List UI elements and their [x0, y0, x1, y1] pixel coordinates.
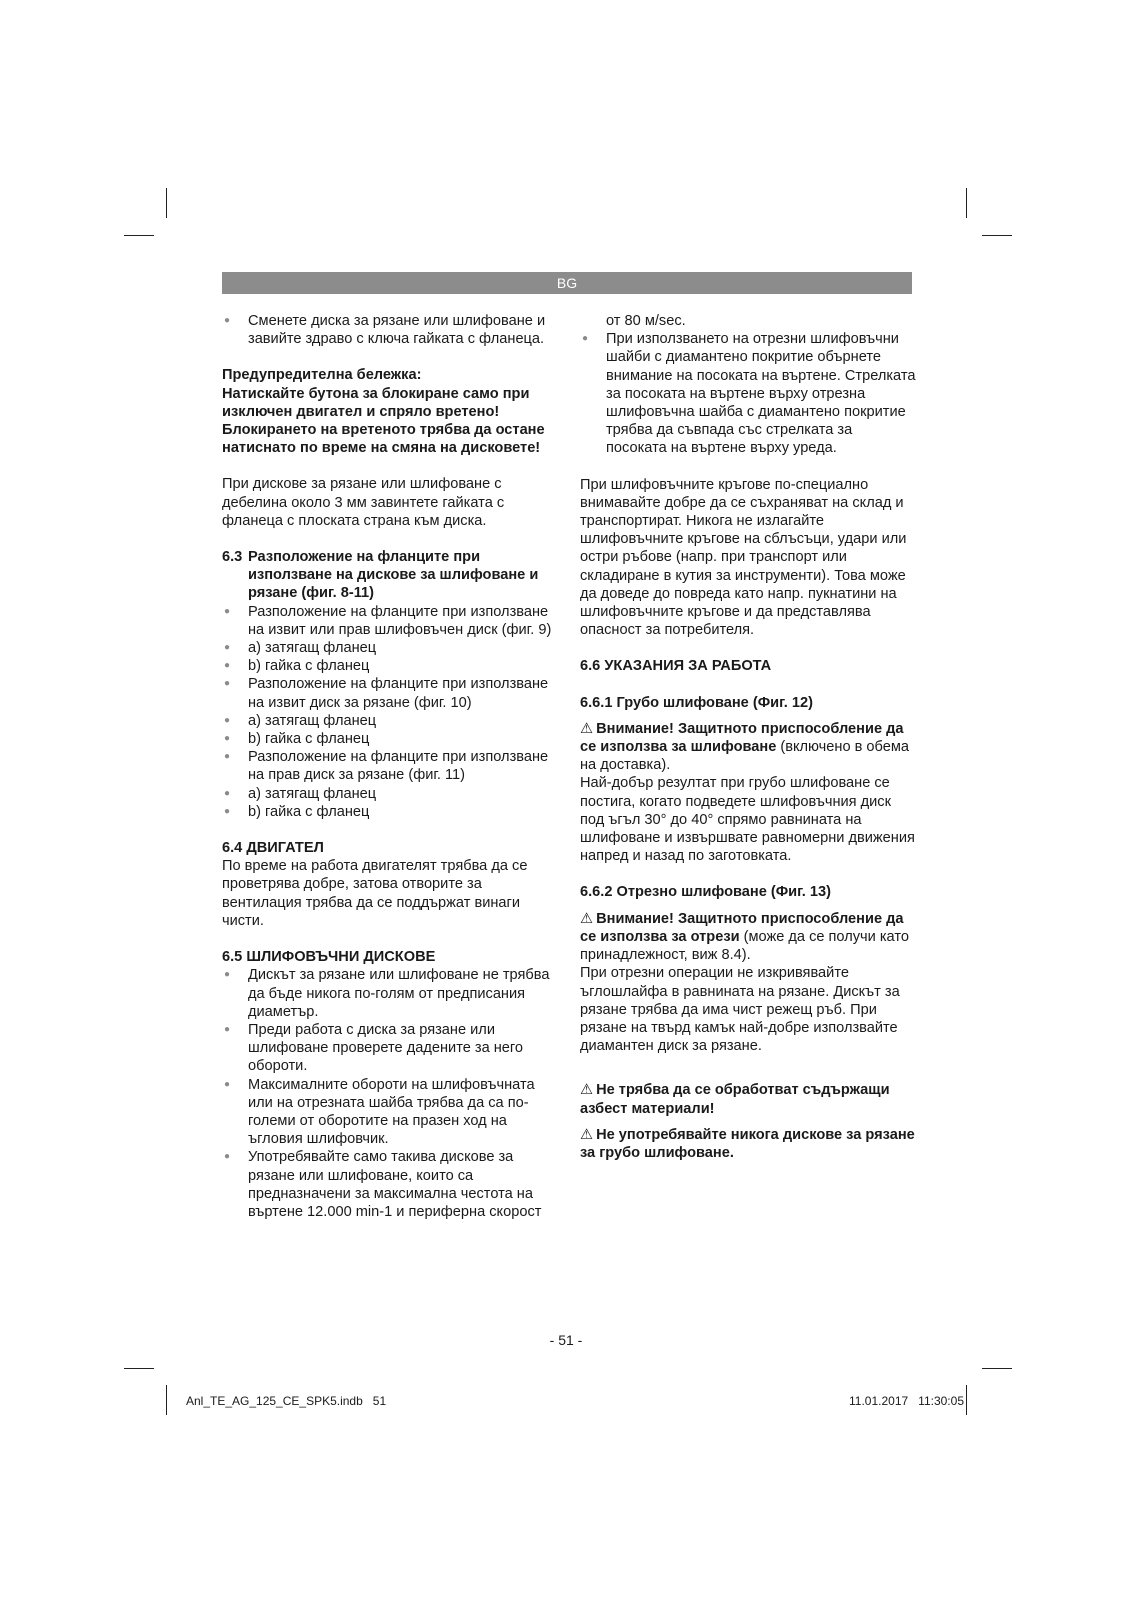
warning-asbestos	[580, 1081, 916, 1117]
crop-mark	[166, 1385, 167, 1415]
right-column	[580, 312, 916, 1162]
paragraph: При отрезни операции не изкривявайте ъглошлайфа в равнината на рязане. Дискът за рязане трябва да има чист режещ ръб. При рязане на твърд камък най-добре използвайте диамантен диск за рязане.	[580, 965, 900, 1055]
warning-asbestos-text: Не трябва да се обработват съдържащи азбест материали!	[580, 1082, 890, 1117]
section-heading-6-6-1: 6.6.1 Грубо шлифоване (Фиг. 12)	[580, 694, 813, 711]
list-item: ● a) затягащ фланец	[222, 639, 558, 657]
list-item: ● Разположение на фланците при използване на прав диск за рязане (фиг. 11)	[222, 748, 558, 784]
warning-note	[580, 720, 916, 775]
crop-mark	[966, 188, 967, 218]
list-item: ● b) гайка с фланец	[222, 657, 558, 675]
paragraph: При дискове за рязане или шлифоване с дебелина около 3 мм завинтете гайката с фланеца с плоската страна към диска.	[222, 476, 505, 529]
list-item: ● Разположение на фланците при използване на извит или прав шлифовъчен диск (фиг. 9)	[222, 603, 558, 639]
bullet-list	[222, 966, 558, 1221]
warning-rest-text: (може да се получи като принадлежност, виж 8.4).	[580, 928, 909, 964]
warning-bold-text: Внимание! Защитното приспособление да се използва за отрези	[580, 910, 904, 945]
crop-mark	[982, 235, 1012, 236]
page-number: - 51 -	[549, 1332, 583, 1348]
warning-icon: ⚠	[580, 1126, 594, 1143]
list-item: ● Преди работа с диска за рязане или шлифоване проверете дадените за него обороти.	[222, 1021, 558, 1076]
crop-mark	[124, 235, 154, 236]
list-item: ● a) затягащ фланец	[222, 785, 558, 803]
footer-datetime: 11.01.2017 11:30:05	[849, 1394, 964, 1408]
bullet-list	[222, 603, 558, 821]
crop-mark	[166, 188, 167, 218]
warning-icon: ⚠	[580, 720, 594, 737]
list-item: ● Употребявайте само такива дискове за рязане или шлифоване, които са предназначени за максимална честота на въртене 12.000 min-1 и периферна скорост	[222, 1148, 558, 1221]
paragraph: По време на работа двигателят трябва да се проветрява добре, затова отворите за вентилация трябва да се поддържат винаги чисти.	[222, 858, 528, 929]
warning-body: Натискайте бутона за блокиране само при изключен двигател и спряло вретено! Блокирането на вретеното трябва да остане натиснато по време на смяна на дисковете!	[222, 385, 545, 457]
warning-rest-text: (включено в обема на доставка).	[580, 739, 910, 774]
section-heading-6-5: 6.5 ШЛИФОВЪЧНИ ДИСКОВЕ	[222, 949, 436, 966]
list-item: ● Разположение на фланците при използване на извит диск за рязане (фиг. 10)	[222, 675, 558, 711]
crop-mark	[966, 1385, 967, 1415]
language-bar: BG	[222, 272, 912, 294]
list-item: ● При използването на отрезни шлифовъчни шайби с диамантено покритие обърнете внимание на посоката на въртене. Стрелката за посоката на въртене върху отрезна шлифовъчна шайба с диамантено покритие трябва да съвпада със стрелката за посоката на въртене върху уреда.	[580, 330, 916, 457]
section-heading-6-6: 6.6 УКАЗАНИЯ ЗА РАБОТА	[580, 658, 772, 675]
warning-bold-text: Внимание! Защитното приспособление да се използва за шлифоване	[580, 720, 904, 756]
section-heading-6-4: 6.4 ДВИГАТЕЛ	[222, 840, 324, 857]
crop-mark	[982, 1368, 1012, 1369]
left-column	[222, 312, 558, 1221]
list-item: ● a) затягащ фланец	[222, 712, 558, 730]
warning-grinding	[580, 1126, 916, 1162]
warning-icon: ⚠	[580, 910, 594, 927]
warning-icon: ⚠	[580, 1082, 594, 1099]
warning-title: Предупредителна бележка:	[222, 367, 422, 384]
warning-grinding-text: Не употребявайте никога дискове за рязане за грубо шлифоване.	[580, 1126, 915, 1161]
list-item: ● b) гайка с фланец	[222, 730, 558, 748]
crop-mark	[124, 1368, 154, 1369]
section-number: 6.3	[222, 549, 243, 566]
list-item: ● Максималните обороти на шлифовъчната или на отрезната шайба трябва да са по-големи от оборотите на празен ход на ъгловия шлифовчик.	[222, 1076, 558, 1149]
bullet-list	[222, 312, 558, 348]
continued-text: от 80 м/sec.	[606, 313, 686, 329]
footer-filename: Anl_TE_AG_125_CE_SPK5.indb 51	[186, 1394, 387, 1408]
list-item: ● Дискът за рязане или шлифоване не трябва да бъде никога по-голям от предписания диаметър.	[222, 966, 558, 1021]
section-title: Разположение на фланците при използване на дискове за шлифоване и рязане (фиг. 8-11)	[248, 549, 539, 602]
section-heading-6-3	[222, 548, 558, 603]
list-item: ● b) гайка с фланец	[222, 803, 558, 821]
list-item: ● Сменете диска за рязане или шлифоване и завийте здраво с ключа гайката с фланеца.	[222, 312, 558, 348]
paragraph: При шлифовъчните кръгове по-специално внимавайте добре да се съхраняват на склад и транспортират. Никога не излагайте шлифовъчните кръгове на сблъсъци, удари или остри ръбове (напр. при транспорт или складиране в кутия за инструменти). Това може да доведе до повреда като напр. пукнатини на шлифовъчните кръгове и да представлява опасност за потребителя.	[580, 476, 907, 639]
paragraph: Най-добър резултат при грубо шлифоване се постига, когато подведете шлифовъчния диск под ъгъл 30° до 40° спрямо равнината на шлифоване и извършвате равномерни движения напред и назад по заготовката.	[580, 775, 915, 865]
bullet-list	[580, 330, 916, 457]
section-heading-6-6-2: 6.6.2 Отрезно шлифоване (Фиг. 13)	[580, 884, 831, 901]
warning-note	[580, 910, 916, 965]
